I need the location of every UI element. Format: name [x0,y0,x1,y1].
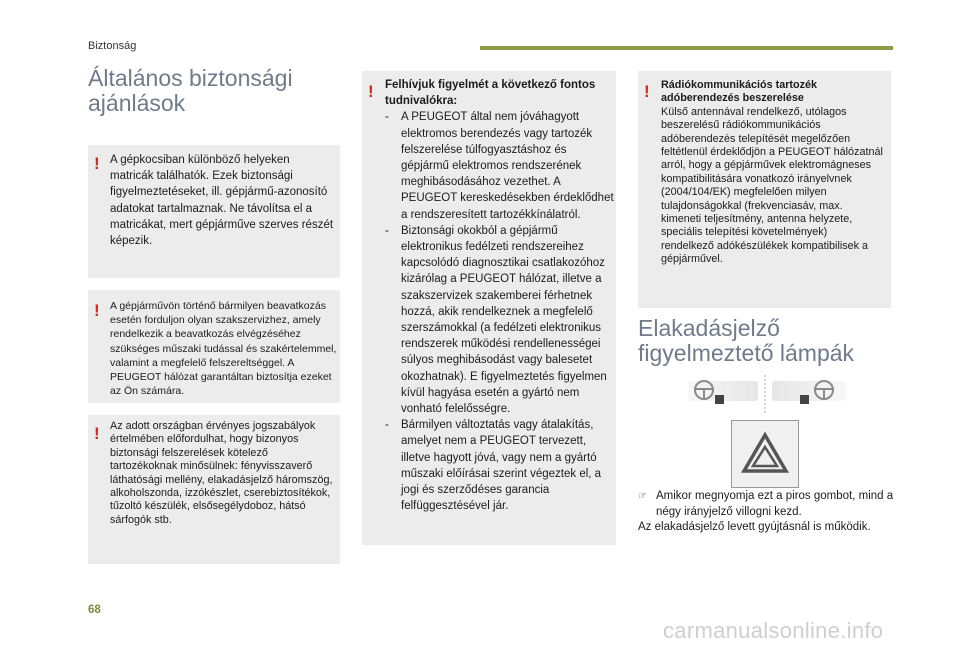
list-dash: - [385,224,389,237]
box-text [385,77,615,514]
hazard-description [638,489,898,536]
box-heading: Felhívjuk figyelmét a következő fontos tudnivalókra: [385,79,596,108]
info-box-equipment [88,415,340,564]
info-box-service [88,290,340,403]
title-line-1: Általános biztonsági [88,65,293,91]
title-line-2: figyelmeztető lámpák [638,340,855,366]
list-item [385,223,615,417]
list-item-text: Biztonsági okokból a gépjármű elektronikus fedélzeti rendszereihez kapcsolódó diagnosztikai csatlakozóhoz kizárólag a PEUGEOT hálózat, illetve a szakszervizek szakemberei férhetnek hozzá, akik rendelkeznek a megfelelő szerszámokkal (a fedélzeti elektronikus rendszerek működési rendellenességei súlyos meghibásodást vagy balesetet okozhatnak). E figyelmeztetés figyelmen kívül hagyása esetén a gyártó nem vonható felelősségre. [401,224,607,416]
list-item [385,417,615,514]
exclamation-icon: ! [368,82,374,101]
list-dash: - [385,111,389,124]
bullet-item [638,489,898,520]
section-label: Biztonság [88,40,137,52]
info-box-radio [638,71,891,308]
info-box-stickers [88,145,340,278]
box-text: Az adott országban érvényes jogszabályok értelmében előfordulhat, hogy bizonyos biztonsági felszerelések kötelező tartozékoknak minősülnek: fényvisszaverő láthatósági mellény, elakadásjelző háromszög, alkoholszonda, izzókészlet, cserebiztosítékok, tűzoltó készülék, elsősegélydoboz, hátsó sárfogók stb. [110,420,333,526]
box-text: A gépjárművön történő bármilyen beavatkozás esetén forduljon olyan szakszervizhez, amely rendelkezik a beavatkozás elvégzéséhez szükséges műszaki tudással és szakértelemmel, valamint a megfelelő felszereltséggel. A PEUGEOT hálózat garantáltan biztosítja ezeket az Ön számára. [110,300,337,398]
exclamation-icon: ! [644,82,650,101]
list-dash: - [385,419,389,432]
title-line-1: Elakadásjelző [638,315,780,341]
bullet-text: Amikor megnyomja ezt a piros gombot, mind a négy irányjelző villogni kezd. [656,490,894,518]
box-body: Külső antennával rendelkező, utólagos beszerelésű rádiókommunikációs adóberendezés telepítését megelőzően feltétlenül érdeklődjön a PEUGEOT hálózatnál arról, hogy a gépjárművek elektromágneses kompatibilitására vonatkozó irányelvnek (2004/104/EK) megfelelően milyen tulajdonságokkal (frekvenciasáv, max. kimeneti teljesítmény, antenna helyzete, speciális telepítési követelmények) rendelkező adókészülékek kompatibilisek a gépjárművel. [661,105,883,266]
hazard-triangle-icon [732,421,798,487]
dashboard-illustration [688,375,888,415]
exclamation-icon: ! [94,154,100,173]
box-text [661,79,883,267]
box-heading: Rádiókommunikációs tartozék adóberendezés beszerelése [661,79,817,105]
pointing-hand-icon: ☞ [638,491,647,502]
title-line-2: ajánlások [88,90,186,116]
page-title-right [638,316,888,366]
header-rule [480,46,893,50]
box-text: A gépkocsiban különböző helyeken matricák találhatók. Ezek biztonsági figyelmeztetéseket, ill. gépjármű-azonosító adatokat tartalmaznak. Ne távolítsa el a matricákat, mert gépjárműve szerves részét képezik. [110,154,334,248]
page-title-left [88,66,338,116]
list-item-text: Bármilyen változtatás vagy átalakítás, amelyet nem a PEUGEOT tervezett, illetve hagyott jóvá, vagy nem a gyártó műszaki előírásai szerint végeztek el, a jogi és szerződéses garancia felfüggesztésével jár. [401,419,602,513]
exclamation-icon: ! [94,424,100,443]
hazard-button-tile [731,420,799,488]
list-item-text: A PEUGEOT által nem jóváhagyott elektromos berendezés vagy tartozék felszerelése túlfogyasztáshoz és gépjármű elektromos rendszerének meghibásodásához vezethet. A PEUGEOT kereskedésekben érdeklődhet a rendszeresített tartozékkínálatról. [401,111,614,221]
page-number: 68 [88,604,101,616]
hazard-note: Az elakadásjelző levett gyújtásnál is működik. [638,521,871,533]
exclamation-icon: ! [94,301,100,320]
watermark: carmanualsonline.info [663,618,884,643]
info-box-important [362,71,616,545]
list-item [385,109,615,222]
